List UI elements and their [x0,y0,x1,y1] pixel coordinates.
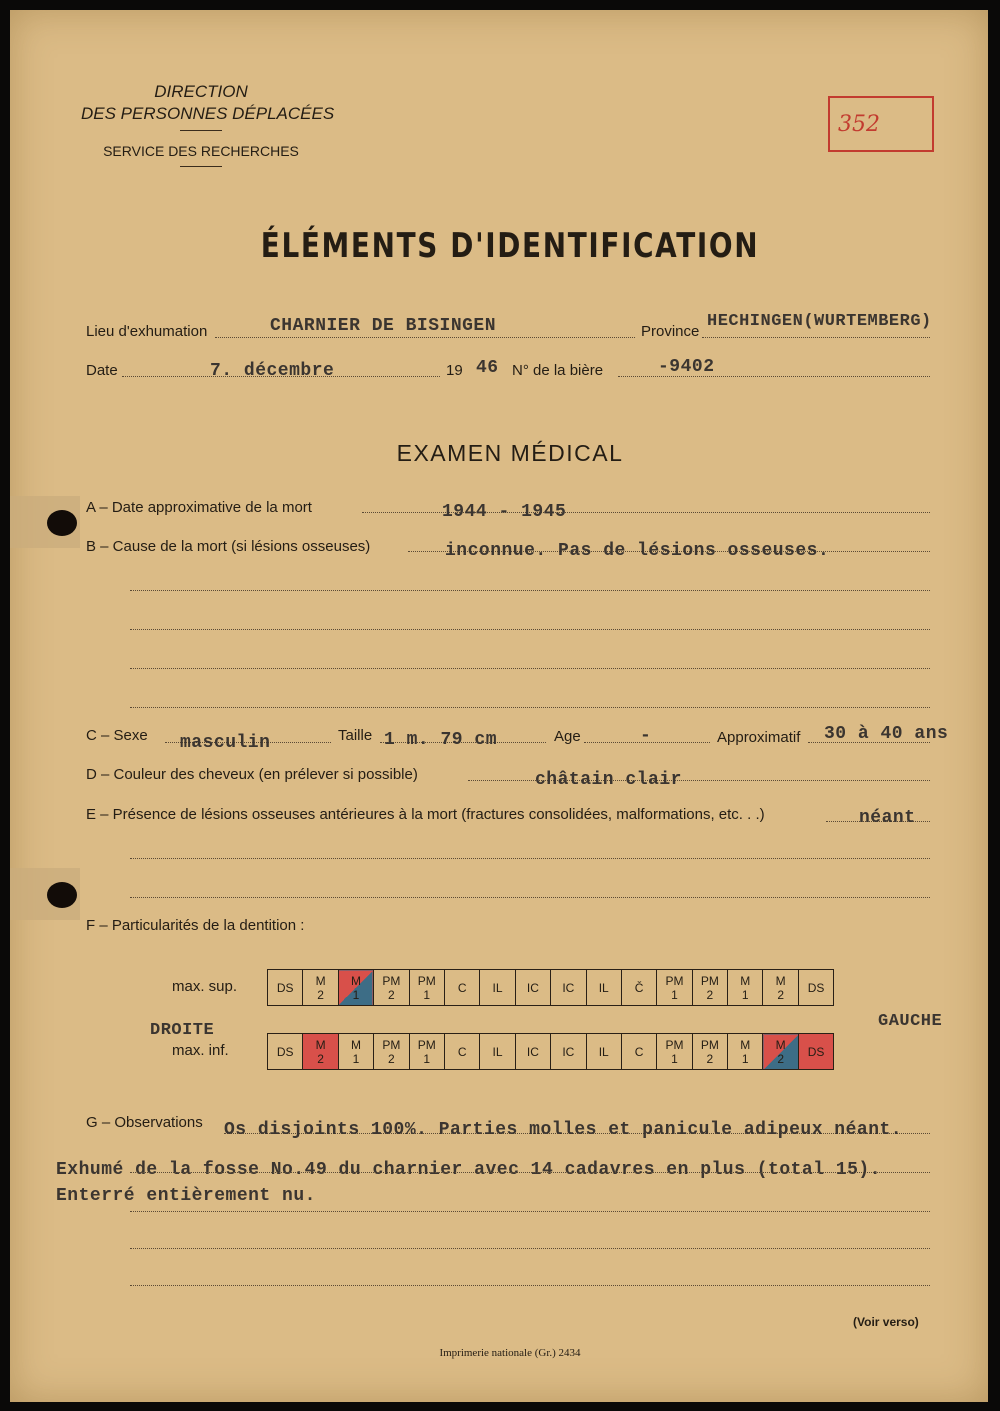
header-rule [180,130,222,131]
lower-tooth-ds [268,1034,303,1070]
f-label: F – Particularités de la dentition : [86,917,305,934]
blank-line [130,897,930,898]
punch-hole [47,510,77,536]
lower-tooth-pm1 [409,1034,444,1070]
tooth-code: C [634,1044,644,1059]
punch-hole [47,882,77,908]
upper-tooth-m1 [338,970,373,1006]
blank-line [130,590,930,591]
blank-line [130,858,930,859]
approx-label: Approximatif [717,729,801,746]
tooth-code: IL [598,1044,609,1059]
upper-teeth-chart [267,969,834,1006]
d-label: D – Couleur des cheveux (en prélever si possible) [86,766,418,783]
tooth-number: 2 [706,987,714,1002]
tooth-code: C [457,1044,467,1059]
gauche-label: GAUCHE [878,1012,943,1031]
page-title: ÉLÉMENTS D'IDENTIFICATION [260,226,760,266]
lower-tooth-ic [515,1034,550,1070]
observation-line-1: Os disjoints 100%. Parties molles et panicule adipeux néant. [224,1120,903,1140]
e-label: E – Présence de lésions osseuses antérieures à la mort (fractures consolidées, malformations, etc. . .) [86,806,765,823]
tooth-number: 2 [317,987,324,1002]
blank-line [130,1172,930,1173]
age-value: - [640,726,652,746]
tooth-code: DS [807,980,825,995]
date-label: Date [86,362,118,379]
biere-value: -9402 [658,357,715,377]
lower-tooth-pm2 [374,1034,409,1070]
tooth-code: IL [492,980,503,995]
header-direction: DIRECTION [154,82,248,101]
d-value: châtain clair [535,770,682,790]
b-value: inconnue. Pas de lésions osseuses. [445,541,830,561]
tooth-code: PM [700,973,719,988]
tooth-number: 1 [423,987,431,1002]
a-label: A – Date approximative de la mort [86,499,312,516]
taille-value: 1 m. 79 cm [384,730,498,750]
max-sup-label: max. sup. [172,978,238,995]
tooth-code: PM [382,1037,401,1052]
lower-teeth-chart [267,1033,834,1070]
upper-tooth-č [621,970,656,1006]
tooth-number: 2 [706,1051,714,1066]
a-value: 1944 - 1945 [442,502,567,522]
year-prefix: 19 [446,362,463,379]
tooth-code: PM [665,1037,684,1052]
upper-tooth-pm2 [374,970,409,1006]
lower-tooth-m1 [338,1034,373,1070]
leader-dots [215,337,635,338]
tooth-code: M [740,973,751,988]
tooth-number: 1 [352,1051,360,1066]
tooth-code: M [740,1037,751,1052]
tooth-number: 1 [741,1051,749,1066]
tooth-code: M [775,973,786,988]
tooth-code: IC [562,980,575,995]
taille-label: Taille [338,727,373,744]
header-rule [180,166,222,167]
lower-tooth-c [444,1034,479,1070]
section-title: EXAMEN MÉDICAL [396,440,624,466]
tooth-code: IC [526,980,539,995]
blank-line [130,668,930,669]
upper-tooth-pm1 [657,970,692,1006]
upper-tooth-m1 [728,970,763,1006]
tooth-code: IC [562,1044,575,1059]
tooth-code: DS [276,1044,294,1059]
observation-line-3: Enterré entièrement nu. [56,1186,316,1206]
header-service: SERVICE DES RECHERCHES [103,143,299,159]
upper-tooth-ds [798,970,833,1006]
upper-tooth-c [444,970,479,1006]
tooth-code: M [350,973,361,988]
tooth-code: PM [700,1037,719,1052]
lower-tooth-m1 [728,1034,763,1070]
tooth-code: M [315,973,326,988]
upper-tooth-pm2 [692,970,727,1006]
observation-line-2: Exhumé de la fosse No.49 du charnier avec 14 cadavres en plus (total 15). [56,1160,882,1180]
upper-tooth-ic [515,970,550,1006]
lower-tooth-pm2 [692,1034,727,1070]
year-value: 46 [476,358,499,378]
tooth-code: DS [276,980,294,995]
tooth-code: PM [382,973,401,988]
age-label: Age [554,728,581,745]
tooth-number: 2 [777,987,784,1002]
tooth-number: 2 [388,987,395,1002]
b-label: B – Cause de la mort (si lésions osseuses) [86,538,371,555]
upper-tooth-il [586,970,621,1006]
g-label: G – Observations [86,1114,203,1131]
upper-tooth-il [480,970,515,1006]
droite-label: DROITE [150,1021,215,1040]
tooth-number: 1 [671,987,678,1002]
lower-tooth-c [621,1034,656,1070]
tooth-number: 2 [777,1051,784,1066]
lower-tooth-pm1 [657,1034,692,1070]
biere-label: N° de la bière [512,362,604,379]
lieu-value: CHARNIER DE BISINGEN [270,316,497,336]
lower-tooth-m2 [763,1034,798,1070]
upper-tooth-pm1 [409,970,444,1006]
leader-dots [702,337,930,338]
lower-tooth-ic [551,1034,586,1070]
upper-tooth-m2 [763,970,798,1006]
tooth-code: DS [807,1044,825,1059]
upper-tooth-ds [268,970,303,1006]
tooth-code: PM [417,973,436,988]
lieu-label: Lieu d'exhumation [86,323,208,340]
lower-tooth-il [586,1034,621,1070]
tooth-code: M [315,1037,326,1052]
blank-line [130,1285,930,1286]
tooth-number: 2 [317,1051,324,1066]
header-department: DES PERSONNES DÉPLACÉES [81,104,335,123]
tooth-code: C [457,980,467,995]
lower-tooth-m2 [303,1034,338,1070]
sexe-value: masculin [180,733,271,753]
approx-value: 30 à 40 ans [824,724,949,744]
tooth-code: PM [417,1037,436,1052]
upper-tooth-ic [551,970,586,1006]
tooth-code: IL [598,980,609,995]
printer-imprint: Imprimerie nationale (Gr.) 2434 [439,1347,581,1359]
province-label: Province [641,323,700,340]
tooth-code: M [775,1037,786,1052]
file-number-stamp: 352 [828,96,934,152]
tooth-code: M [350,1037,361,1052]
voir-verso: (Voir verso) [853,1315,919,1329]
lower-tooth-ds [798,1034,833,1070]
c-label: C – Sexe [86,727,148,744]
blank-line [130,1248,930,1249]
upper-tooth-m2 [303,970,338,1006]
blank-line [130,707,930,708]
tooth-number: 2 [388,1051,395,1066]
tooth-number: 1 [741,987,749,1002]
tooth-number: 1 [352,987,360,1002]
e-value: néant [859,808,916,828]
tooth-code: PM [665,973,684,988]
tooth-code: IC [526,1044,539,1059]
date-value: 7. décembre [210,361,335,381]
blank-line [130,629,930,630]
tooth-number: 1 [423,1051,431,1066]
lower-tooth-il [480,1034,515,1070]
tooth-number: 1 [671,1051,678,1066]
max-inf-label: max. inf. [172,1042,229,1059]
province-value: HECHINGEN(WURTEMBERG) [707,312,932,331]
tooth-code: IL [492,1044,503,1059]
blank-line [130,1211,930,1212]
tooth-code: Č [634,980,644,995]
